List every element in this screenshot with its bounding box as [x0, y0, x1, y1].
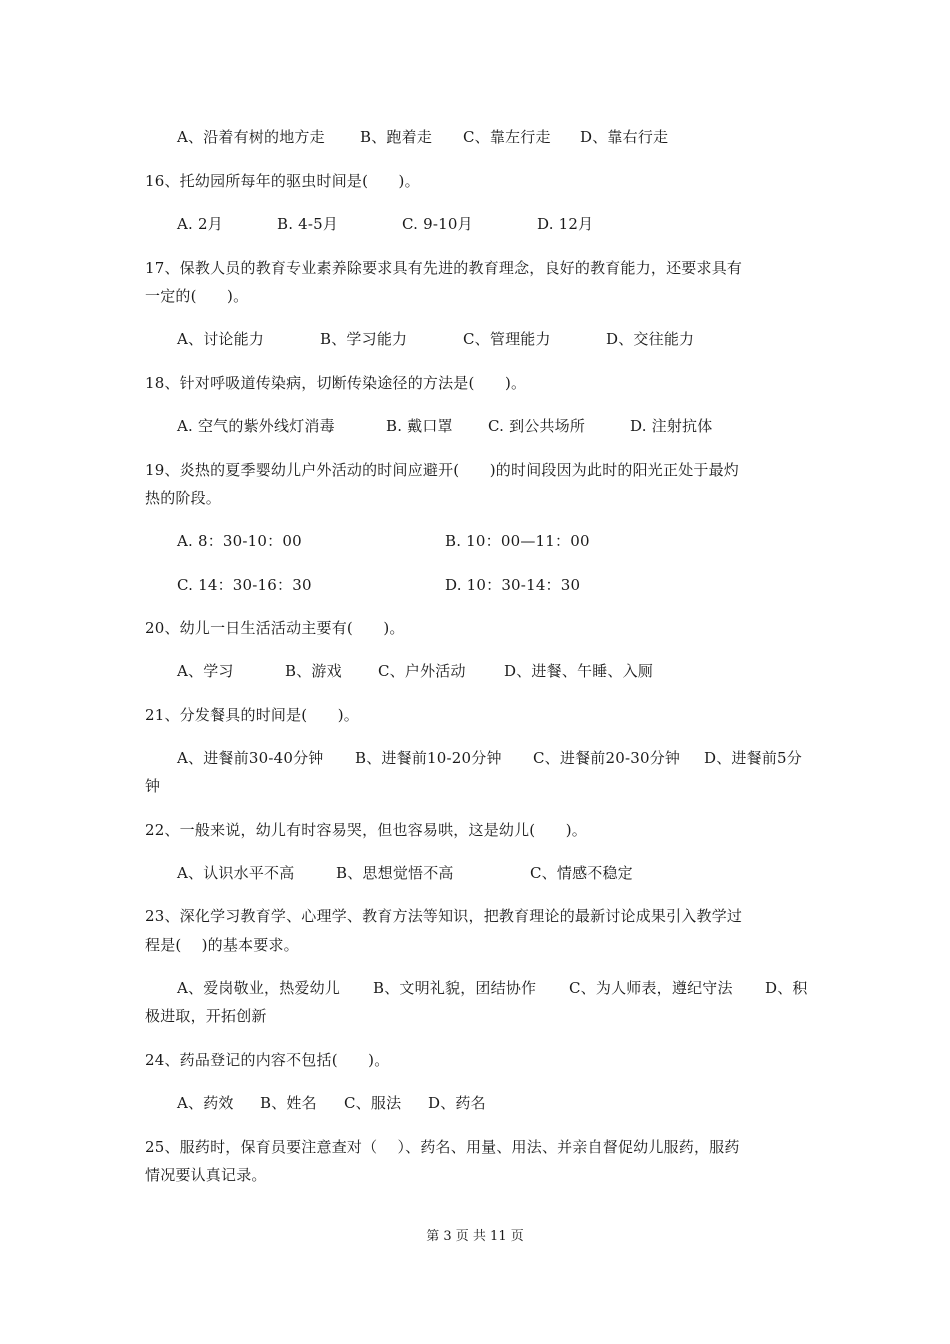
- q24-stem: 24、药品登记的内容不包括( )。: [145, 1051, 390, 1069]
- q19-option-c: C. 14：30-16：30: [177, 576, 312, 594]
- q25-stem-line1: 25、服药时，保育员要注意查对（ ）、药名、用量、用法、并亲自督促幼儿服药，服药: [145, 1138, 740, 1156]
- q16-options: [177, 214, 593, 234]
- q15-option-c: C、靠左行走: [463, 128, 551, 146]
- q20-option-a: A、学习: [177, 662, 234, 680]
- q23-option-d: D、积: [765, 979, 808, 997]
- q24-option-b: B、姓名: [260, 1094, 317, 1112]
- q17-option-c: C、管理能力: [463, 330, 551, 348]
- q23-stem-line1: 23、深化学习教育学、心理学、教育方法等知识，把教育理论的最新讨论成果引入教学过: [145, 907, 743, 925]
- q18-stem: 18、针对呼吸道传染病，切断传染途径的方法是( )。: [145, 374, 527, 392]
- q20-option-c: C、户外活动: [378, 662, 466, 680]
- q22-option-c: C、情感不稳定: [530, 864, 633, 882]
- q19-option-b: B. 10：00—11：00: [445, 532, 590, 550]
- q16-option-b: B. 4-5月: [277, 215, 339, 233]
- q17-options: [177, 329, 694, 349]
- q21-option-a: A、进餐前30-40分钟: [177, 749, 324, 767]
- q20-option-b: B、游戏: [285, 662, 342, 680]
- q16-stem: 16、托幼园所每年的驱虫时间是( )。: [145, 172, 420, 190]
- q22-option-a: A、认识水平不高: [177, 864, 295, 882]
- q22-options: [177, 863, 633, 883]
- q17-option-d: D、交往能力: [606, 330, 695, 348]
- q24-options: [177, 1093, 486, 1113]
- q18-option-b: B. 戴口罩: [386, 417, 453, 435]
- q17-option-b: B、学习能力: [320, 330, 408, 348]
- q17-stem-line1: 17、保教人员的教育专业素养除要求具有先进的教育理念，良好的教育能力，还要求具有: [145, 259, 743, 277]
- q16-option-d: D. 12月: [537, 215, 594, 233]
- q15-options: [177, 127, 668, 147]
- q21-stem: 21、分发餐具的时间是( )。: [145, 706, 359, 724]
- q18-option-a: A. 空气的紫外线灯消毒: [177, 417, 335, 435]
- q23-stem-line2: 程是( )的基本要求。: [145, 936, 299, 954]
- q21-options-wrap: 钟: [145, 777, 161, 795]
- q23-option-c: C、为人师表，遵纪守法: [569, 979, 733, 997]
- q21-option-c: C、进餐前20-30分钟: [533, 749, 681, 767]
- q19-option-d: D. 10：30-14：30: [445, 576, 581, 594]
- q18-option-c: C. 到公共场所: [488, 417, 586, 435]
- q22-stem: 22、一般来说，幼儿有时容易哭，但也容易哄，这是幼儿( )。: [145, 821, 587, 839]
- q23-options: [177, 978, 808, 998]
- q21-options: [177, 748, 802, 768]
- q20-stem: 20、幼儿一日生活活动主要有( )。: [145, 619, 405, 637]
- q16-option-a: A. 2月: [177, 215, 223, 233]
- q15-option-d: D、靠右行走: [580, 128, 669, 146]
- q25-stem-line2: 情况要认真记录。: [145, 1166, 267, 1184]
- q24-option-d: D、药名: [428, 1094, 486, 1112]
- q23-option-b: B、文明礼貌，团结协作: [373, 979, 537, 997]
- q17-option-a: A、讨论能力: [177, 330, 265, 348]
- q15-option-a: A、沿着有树的地方走: [177, 128, 325, 146]
- q23-options-wrap: 极进取，开拓创新: [145, 1007, 267, 1025]
- q16-option-c: C. 9-10月: [402, 215, 473, 233]
- q23-option-a: A、爱岗敬业，热爱幼儿: [177, 979, 341, 997]
- q24-option-a: A、药效: [177, 1094, 234, 1112]
- q21-option-b: B、进餐前10-20分钟: [355, 749, 502, 767]
- q15-option-b: B、跑着走: [360, 128, 433, 146]
- q20-option-d: D、进餐、午睡、入厕: [504, 662, 654, 680]
- q21-option-d: D、进餐前5分: [704, 749, 802, 767]
- q17-stem-line2: 一定的( )。: [145, 287, 249, 305]
- q24-option-c: C、服法: [344, 1094, 402, 1112]
- page-number-footer: 第 3 页 共 11 页: [426, 1229, 524, 1244]
- q18-options: [177, 416, 712, 436]
- q19-stem-line1: 19、炎热的夏季婴幼儿户外活动的时间应避开( )的时间段因为此时的阳光正处于最灼: [145, 461, 739, 479]
- q18-option-d: D. 注射抗体: [630, 417, 713, 435]
- q19-option-a: A. 8：30-10：00: [177, 532, 302, 550]
- q20-options: [177, 661, 653, 681]
- q22-option-b: B、思想觉悟不高: [336, 864, 454, 882]
- q19-stem-line2: 热的阶段。: [145, 489, 222, 507]
